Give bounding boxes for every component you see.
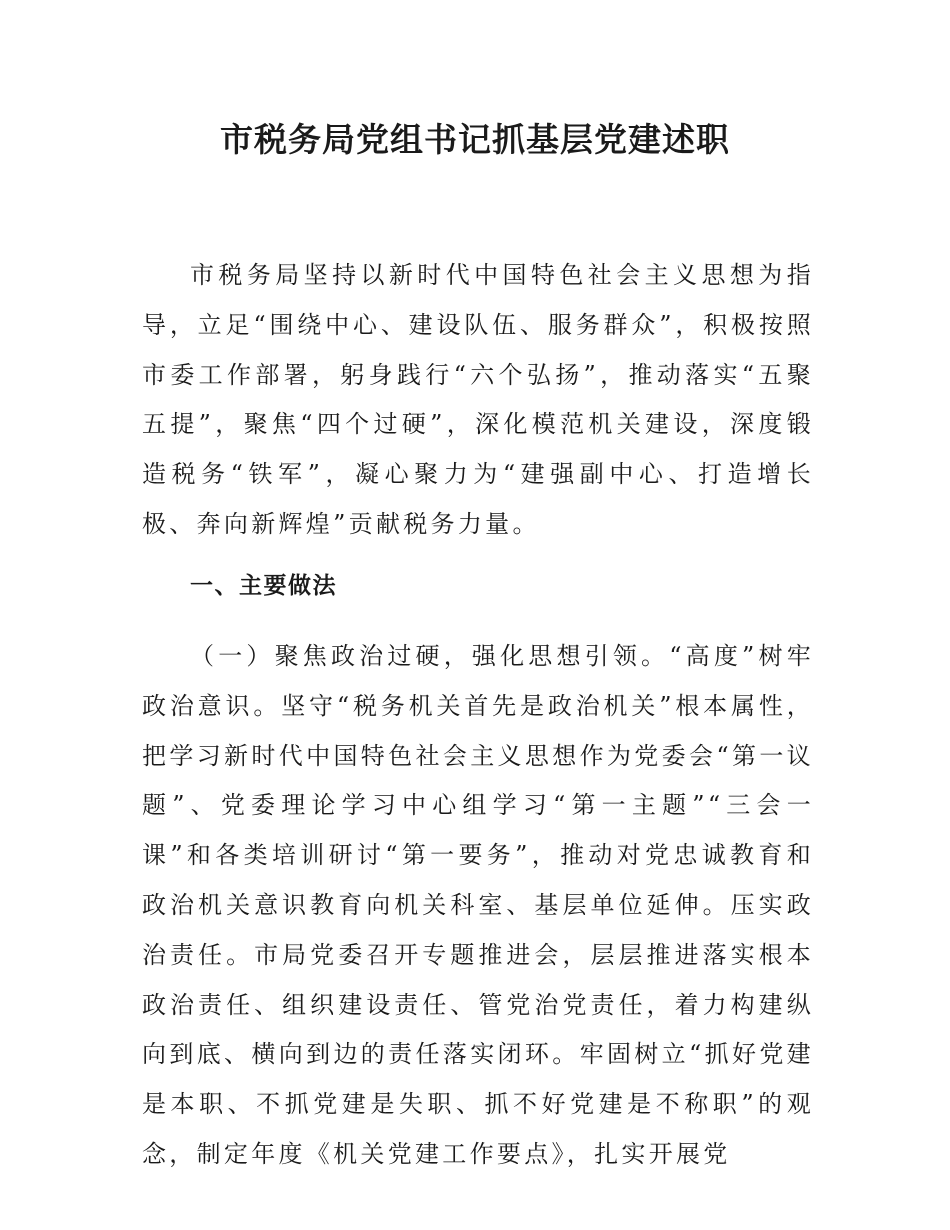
section-paragraph-political: （一）聚焦政治过硬，强化思想引领。“高度”树牢政治意识。坚守“税务机关首先是政治机关”根本属性，把学习新时代中国特色社会主义思想作为党委会“第一议题”、党委理论学习中心组学习“第一主题”“三会一课”和各类培训研讨“第一要务”，推动对党忠诚教育和政治机关意识教育向机关科室、基层单位延伸。压实政治责任。市局党委召开专题推进会，层层推进落实根本政治责任、组织建设责任、管党治党责任，着力构建纵向到底、横向到边的责任落实闭环。牢固树立“抓好党建是本职、不抓党建是失职、抓不好党建是不称职”的观念，制定年度《机关党建工作要点》，扎实开展党 [142,642,814,1168]
section-heading-main-practices: 一、主要做法 [190,573,337,599]
document-title: 市税务局党组书记抓基层党建述职 [220,120,730,159]
intro-paragraph: 市税务局坚持以新时代中国特色社会主义思想为指导，立足“围绕中心、建设队伍、服务群众”，积极按照市委工作部署，躬身践行“六个弘扬”，推动落实“五聚五提”，聚焦“四个过硬”，深化模范机关建设，深度锻造税务“铁军”，凝心聚力为“建强副中心、打造增长极、奔向新辉煌”贡献税务力量。 [142,261,814,538]
